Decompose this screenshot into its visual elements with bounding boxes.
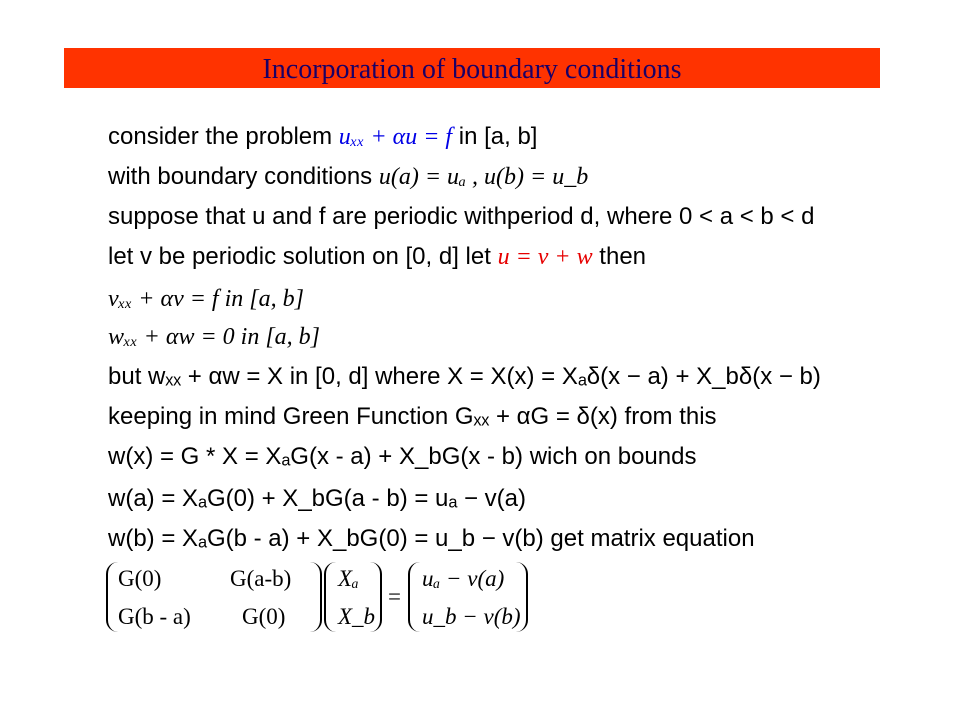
line-let-v [108,242,646,272]
line-green-function: keeping in mind Green Function Gₓₓ + αG = δ(x) from this [108,403,717,430]
vector-rhs-left-paren [408,562,422,632]
vector-x2: X_b [338,604,376,629]
eq-w: wₓₓ + αw = 0 in [a, b] [108,324,320,350]
line-boundary-conditions [108,162,588,192]
text-with-bc: with boundary conditions [108,163,379,190]
eq-decomposition: u = v + w [497,244,593,270]
title-bar [64,48,880,88]
matrix-a12: G(a-b) [230,566,292,591]
matrix-a22: G(0) [242,604,286,629]
eq-bc: u(a) = uₐ , u(b) = u_b [378,164,589,190]
matrix-a11: G(0) [118,566,162,591]
line-w-b-matrix: w(b) = XₐG(b - a) + X_bG(0) = u_b − v(b) get matrix equation [108,525,755,552]
line-convolution: w(x) = G * X = XₐG(x - a) + X_bG(x - b) wich on bounds [108,443,697,470]
vector-rhs2: u_b − v(b) [422,604,521,629]
equals-sign: = [388,584,401,609]
text-interval: in [a, b] [452,123,538,150]
line-periodic: suppose that u and f are periodic withperiod d, where 0 < a < b < d [108,203,815,230]
text-consider: consider the problem [108,123,339,150]
line-consider-problem [108,122,537,152]
eq-v: vₓₓ + αv = f in [a, b] [108,286,304,312]
eq-problem: uₓₓ + αu = f [338,124,453,150]
text-then: then [592,243,647,270]
vector-x-left-paren [324,562,338,632]
line-but-where: but wₓₓ + αw = X in [0, d] where X = X(x) = Xₐδ(x − a) + X_bδ(x − b) [108,363,821,390]
vector-x1: Xₐ [338,566,359,591]
vector-rhs1: uₐ − v(a) [422,566,505,591]
eq-w-a: w(a) = XₐG(0) + X_bG(a - b) = uₐ − v(a) [108,485,526,512]
slide-title: Incorporation of boundary conditions [262,54,682,85]
text-let-v: let v be periodic solution on [0, d] let [108,243,498,270]
vector-x-right-paren [368,562,382,632]
vector-rhs-right-paren [514,562,528,632]
matrix-right-paren [308,562,322,632]
matrix-a21: G(b - a) [118,604,191,629]
